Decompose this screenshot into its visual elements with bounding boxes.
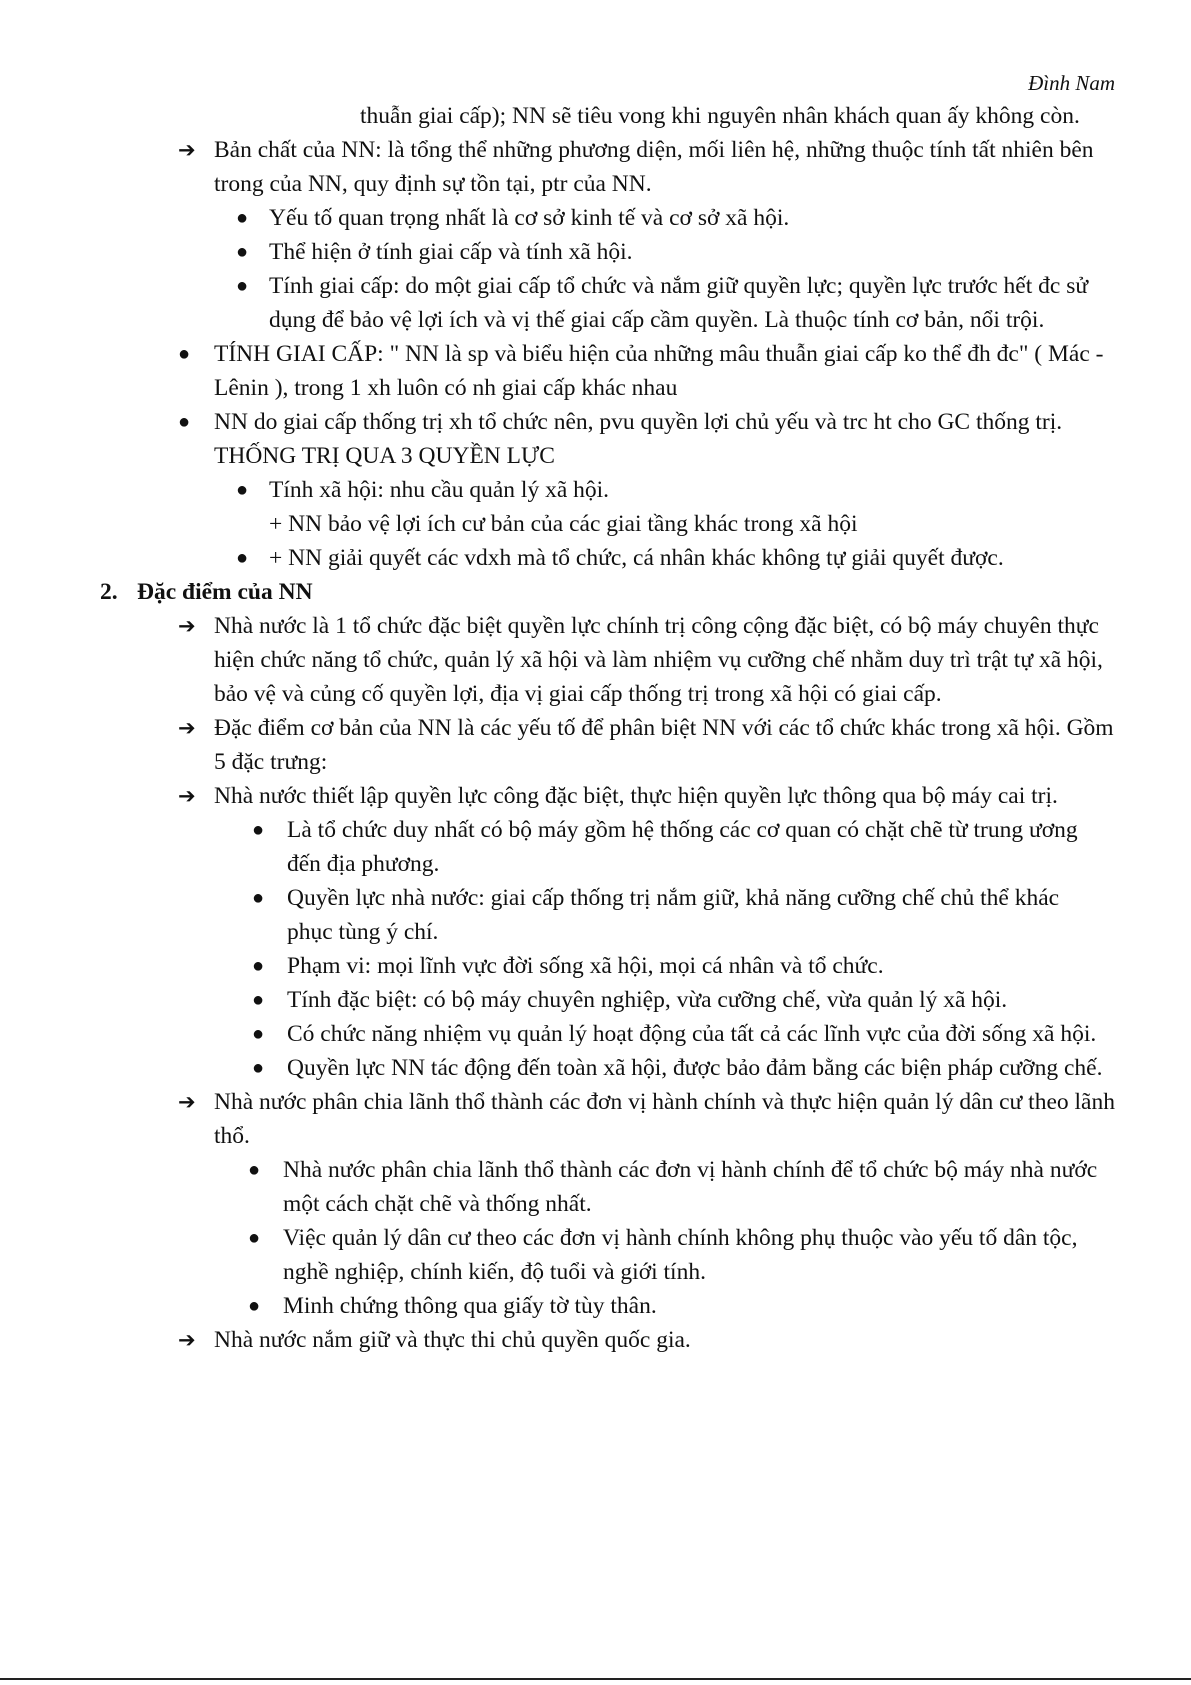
list-item: [0, 337, 1120, 405]
page-header-author: Đình Nam: [1028, 71, 1115, 95]
item-text: Thể hiện ở tính giai cấp và tính xã hội.: [269, 239, 633, 265]
arrow-right-icon: ➔: [178, 716, 196, 740]
item-text: NN do giai cấp thống trị xh tổ chức nên, pvu quyền lợi chủ yếu và trc ht cho GC thống trị. THỐNG TRỊ QUA 3 QUYỀN LỰC: [214, 409, 1063, 469]
list-item: [0, 779, 1120, 813]
list-item: [0, 269, 1120, 337]
bullet-icon: ●: [252, 819, 265, 841]
bullet-icon: ●: [236, 207, 249, 229]
bullet-icon: ●: [236, 241, 249, 263]
list-item: [0, 405, 1120, 473]
item-text: Nhà nước là 1 tổ chức đặc biệt quyền lực chính trị công cộng đặc biệt, có bộ máy chuyên thực hiện chức năng tổ chức, quản lý xã hội và làm nhiệm vụ cưỡng chế nhằm duy trì trật tự xã hội, bảo vệ và củng cố quyền lợi, địa vị giai cấp thống trị trong xã hội có giai cấp.: [214, 613, 1103, 707]
bullet-icon: ●: [236, 479, 249, 501]
item-text: Tính đặc biệt: có bộ máy chuyên nghiệp, vừa cưỡng chế, vừa quản lý xã hội.: [287, 987, 1008, 1013]
bullet-icon: ●: [248, 1159, 261, 1181]
list-item: [0, 949, 1110, 983]
bullet-icon: ●: [252, 955, 265, 977]
list-item: [0, 881, 1110, 949]
list-item: [0, 609, 1120, 711]
item-text: Đặc điểm cơ bản của NN là các yếu tố để phân biệt NN với các tổ chức khác trong xã hội. Gồm 5 đặc trưng:: [214, 715, 1114, 775]
item-text: Nhà nước phân chia lãnh thổ thành các đơn vị hành chính để tổ chức bộ máy nhà nước một cách chặt chẽ và thống nhất.: [283, 1157, 1098, 1217]
item-text: Có chức năng nhiệm vụ quản lý hoạt động của tất cả các lĩnh vực của đời sống xã hội.: [287, 1021, 1097, 1047]
arrow-right-icon: ➔: [178, 784, 196, 808]
bullet-icon: ●: [178, 411, 191, 433]
list-item: [0, 1085, 1120, 1153]
bullet-icon: ●: [252, 1057, 265, 1079]
item-text: Minh chứng thông qua giấy tờ tùy thân.: [283, 1293, 657, 1319]
item-text: + NN bảo vệ lợi ích cư bản của các giai tầng khác trong xã hội: [269, 511, 858, 537]
bullet-icon: ●: [178, 343, 191, 365]
bullet-icon: ●: [236, 547, 249, 569]
section-number: 2.: [100, 579, 118, 605]
page-bottom-divider: [0, 1678, 1191, 1680]
list-item: [0, 1323, 1120, 1357]
list-item: [0, 1153, 1110, 1221]
item-text: Phạm vi: mọi lĩnh vực đời sống xã hội, mọi cá nhân và tổ chức.: [287, 953, 884, 979]
item-text: Tính giai cấp: do một giai cấp tổ chức và nắm giữ quyền lực; quyền lực trước hết đc sử dụng để bảo vệ lợi ích và vị thế giai cấp cầm quyền. Là thuộc tính cơ bản, nổi trội.: [269, 273, 1089, 333]
item-text: TÍNH GIAI CẤP: " NN là sp và biểu hiện của những mâu thuẫn giai cấp ko thể đh đc" ( Mác - Lênin ), trong 1 xh luôn có nh giai cấp khác nhau: [214, 341, 1104, 401]
bullet-icon: ●: [252, 989, 265, 1011]
list-item: [0, 133, 1120, 201]
list-item: [0, 201, 1120, 235]
item-text: Bản chất của NN: là tổng thể những phương diện, mối liên hệ, những thuộc tính tất nhiên bên trong của NN, quy định sự tồn tại, ptr của NN.: [214, 137, 1094, 197]
arrow-right-icon: ➔: [178, 1090, 196, 1114]
document-body: [0, 99, 1191, 1357]
arrow-right-icon: ➔: [178, 1328, 196, 1352]
item-text: Yếu tố quan trọng nhất là cơ sở kinh tế và cơ sở xã hội.: [269, 205, 790, 231]
item-text: Nhà nước nắm giữ và thực thi chủ quyền quốc gia.: [214, 1327, 691, 1353]
list-item: [0, 1017, 1110, 1051]
section-title: Đặc điểm của NN: [137, 579, 313, 605]
list-item: [0, 473, 1120, 507]
list-item: [0, 541, 1120, 575]
bullet-icon: ●: [248, 1227, 261, 1249]
bullet-icon: ●: [248, 1295, 261, 1317]
list-item: [0, 1051, 1110, 1085]
item-text: Là tổ chức duy nhất có bộ máy gồm hệ thống các cơ quan có chặt chẽ từ trung ương đến địa phương.: [287, 817, 1078, 877]
list-item: [0, 99, 1110, 133]
list-item: [0, 1221, 1110, 1289]
list-item: [0, 711, 1120, 779]
bullet-icon: ●: [252, 1023, 265, 1045]
item-text: Nhà nước phân chia lãnh thổ thành các đơn vị hành chính và thực hiện quản lý dân cư theo lãnh thổ.: [214, 1089, 1115, 1149]
item-text: Quyền lực nhà nước: giai cấp thống trị nắm giữ, khả năng cưỡng chế chủ thể khác phục tùng ý chí.: [287, 885, 1060, 945]
list-item: [0, 1289, 1110, 1323]
list-item: [0, 507, 1120, 541]
item-text: thuẫn giai cấp); NN sẽ tiêu vong khi nguyên nhân khách quan ấy không còn.: [360, 103, 1080, 129]
item-text: Tính xã hội: nhu cầu quản lý xã hội.: [269, 477, 610, 503]
list-item: [0, 983, 1110, 1017]
arrow-right-icon: ➔: [178, 614, 196, 638]
item-text: Việc quản lý dân cư theo các đơn vị hành chính không phụ thuộc vào yếu tố dân tộc, nghề nghiệp, chính kiến, độ tuổi và giới tính.: [283, 1225, 1078, 1285]
bullet-icon: ●: [252, 887, 265, 909]
list-item: [0, 235, 1120, 269]
section-heading: [0, 575, 1110, 609]
item-text: + NN giải quyết các vdxh mà tổ chức, cá nhân khác không tự giải quyết được.: [269, 545, 1004, 571]
item-text: Nhà nước thiết lập quyền lực công đặc biệt, thực hiện quyền lực thông qua bộ máy cai trị.: [214, 783, 1058, 809]
arrow-right-icon: ➔: [178, 138, 196, 162]
bullet-icon: ●: [236, 275, 249, 297]
item-text: Quyền lực NN tác động đến toàn xã hội, được bảo đảm bằng các biện pháp cưỡng chế.: [287, 1055, 1103, 1081]
list-item: [0, 813, 1110, 881]
